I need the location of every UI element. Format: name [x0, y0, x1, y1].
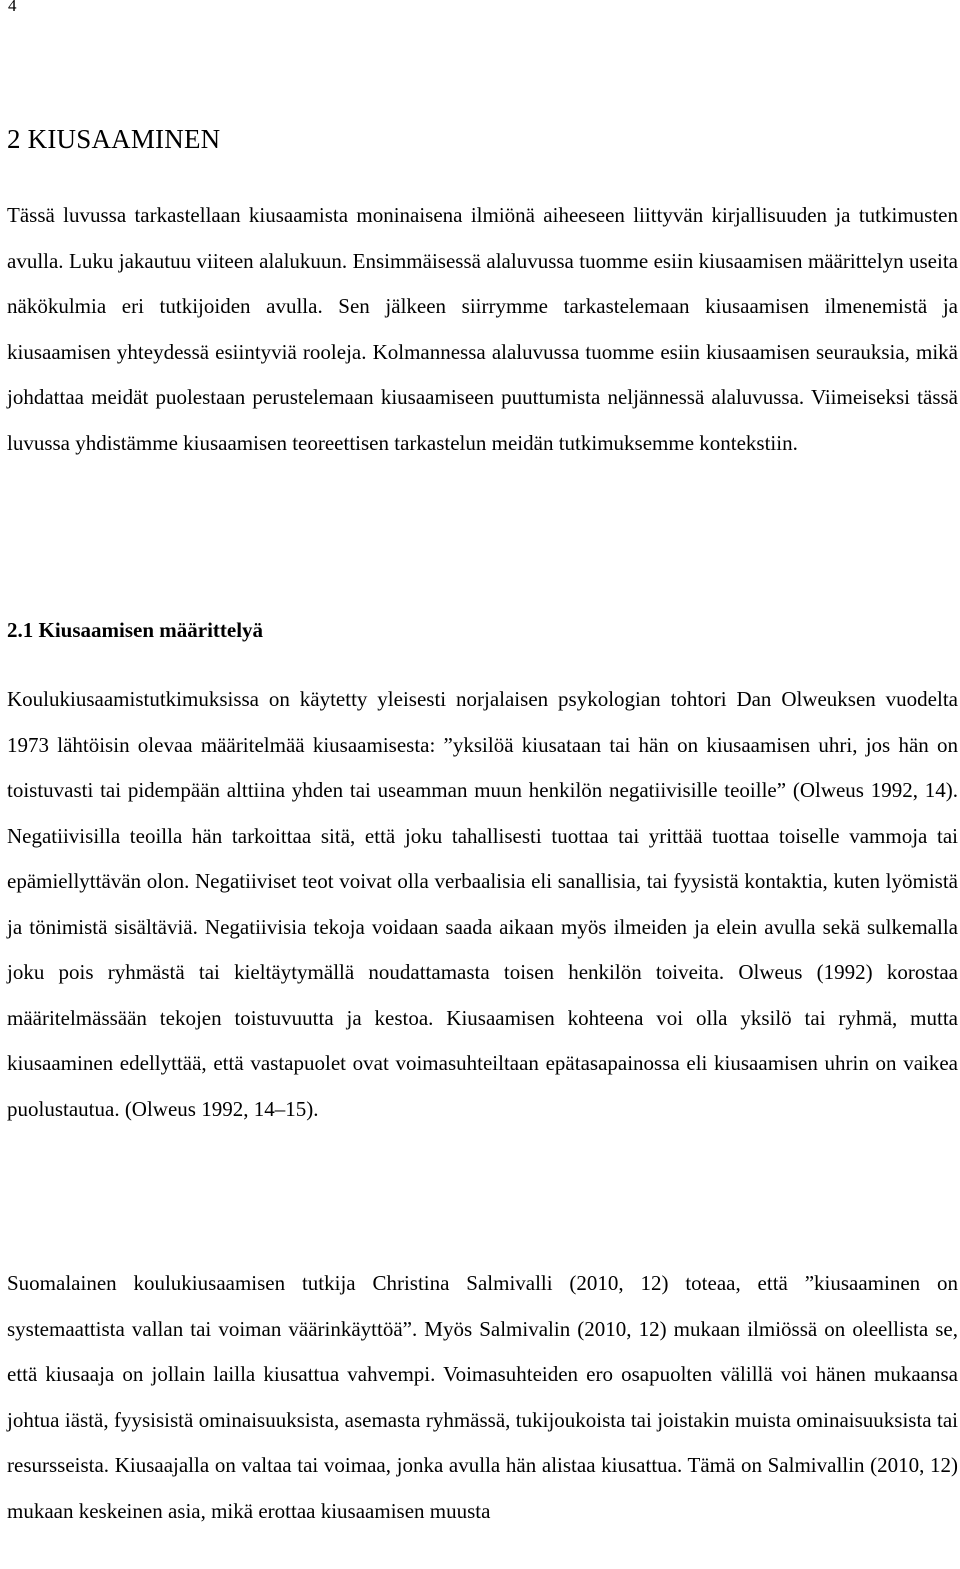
section-title: 2.1 Kiusaamisen määrittelyä: [7, 618, 264, 642]
page-number: 4: [8, 0, 17, 15]
section-paragraph-1: Koulukiusaamistutkimuksissa on käytetty yleisesti norjalaisen psykologian tohtori Dan Olweuksen vuodelta 1973 lähtöisin olevaa määritelmää kiusaamisesta: ”yksilöä kiusataan tai hän on kiusaamisen uhri, jos hän on toistuvasti tai pidempään alttiina yhden tai useamman muun henkilön negatiivisille teoille” (Olweus 1992, 14). Negatiivisilla teoilla hän tarkoittaa sitä, että joku tahallisesti tuottaa tai yrittää tuottaa toiselle vammoja tai epämiellyttävän olon. Negatiiviset teot voivat olla verbaalisia eli sanallisia, tai fyysistä kontaktia, kuten lyömistä ja tönimistä sisältäviä. Negatiivisia tekoja voidaan saada aikaan myös ilmeiden ja elein avulla sekä sulkemalla joku pois ryhmästä tai kieltäytymällä noudattamasta toisen henkilön toiveita. Olweus (1992) korostaa määritelmässään tekojen toistuvuutta ja kestoa. Kiusaamisen kohteena voi olla yksilö tai ryhmä, mutta kiusaaminen edellyttää, että vastapuolet ovat voimasuhteiltaan epätasapainossa eli kiusaamisen uhrin on vaikea puolustautua. (Olweus 1992, 14–15).: [7, 687, 958, 1121]
chapter-intro-paragraph: Tässä luvussa tarkastellaan kiusaamista moninaisena ilmiönä aiheeseen liittyvän kirjallisuuden ja tutkimusten avulla. Luku jakautuu viiteen alalukuun. Ensimmäisessä alaluvussa tuomme esiin kiusaamisen määrittelyn useita näkökulmia eri tutkijoiden avulla. Sen jälkeen siirrymme tarkastelemaan kiusaamisen ilmenemistä ja kiusaamisen yhteydessä esiintyviä rooleja. Kolmannessa alaluvussa tuomme esiin kiusaamisen seurauksia, mikä johdattaa meidät puolestaan perustelemaan kiusaamiseen puuttumista neljännessä alaluvussa. Viimeiseksi tässä luvussa yhdistämme kiusaamisen teoreettisen tarkastelun meidän tutkimuksemme kontekstiin.: [7, 203, 958, 455]
chapter-title: 2 KIUSAAMINEN: [7, 124, 221, 154]
section-paragraph-2: Suomalainen koulukiusaamisen tutkija Christina Salmivalli (2010, 12) toteaa, että ”kiusaaminen on systemaattista vallan tai voiman väärinkäyttöä”. Myös Salmivalin (2010, 12) mukaan ilmiössä on oleellista se, että kiusaaja on jollain lailla kiusattua vahvempi. Voimasuhteiden ero osapuolten välillä voi hänen mukaansa johtua iästä, fyysisistä ominaisuuksista, asemasta ryhmässä, tukijoukoista tai joistakin muista ominaisuuksista tai resursseista. Kiusaajalla on valtaa tai voimaa, jonka avulla hän alistaa kiusattua. Tämä on Salmivallin (2010, 12) mukaan keskeinen asia, mikä erottaa kiusaamisen muusta: [7, 1271, 958, 1523]
